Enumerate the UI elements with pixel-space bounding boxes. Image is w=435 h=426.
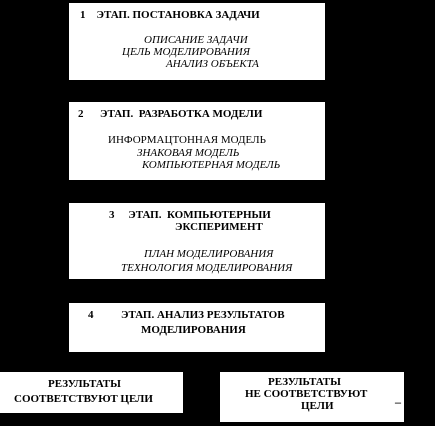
outcome-mismatch-line3: ЦЕЛИ [301, 400, 334, 412]
stage-4-heading-line1: 4 ЭТАП. АНАЛИЗ РЕЗУЛЬТАТОВ [88, 309, 285, 321]
outcome-mismatch-box [220, 372, 404, 422]
stage-3-item: ТЕХНОЛОГИЯ МОДЕЛИРОВАНИЯ [121, 262, 293, 274]
outcome-match-box [0, 372, 183, 413]
stage-3-heading-line2: ЭКСПЕРИМЕНТ [175, 221, 263, 233]
outcome-mismatch-line2: НЕ СООТВЕТСТВУЮТ [245, 388, 368, 400]
dash-mark: _ [395, 391, 401, 405]
stage-2-item: ЗНАКОВАЯ МОДЕЛЬ [137, 147, 240, 159]
stage-2-item: КОМПЬЮТЕРНАЯ МОДЕЛЬ [142, 159, 281, 171]
stage-3-item: ПЛАН МОДЕЛИРОВАНИЯ [144, 248, 274, 260]
stage-2-heading: 2 ЭТАП. РАЗРАБОТКА МОДЕЛИ [78, 108, 263, 120]
stage-3-heading-line1: 3 ЭТАП. КОМПЬЮТЕРНЫИ [109, 209, 271, 221]
stage-1-item: ЦЕЛЬ МОДЕЛИРОВАНИЯ [122, 46, 250, 58]
stage-3-box [69, 203, 325, 279]
outcome-mismatch-line1: РЕЗУЛЬТАТЫ [268, 376, 341, 388]
stage-1-item: АНАЛИЗ ОБЪЕКТА [166, 58, 259, 70]
stage-2-box [69, 102, 325, 180]
stage-1-box [69, 3, 325, 80]
outcome-match-line2: СООТВЕТСТВУЮТ ЦЕЛИ [14, 393, 153, 405]
stage-4-heading-line2: МОДЕЛИРОВАНИЯ [141, 324, 246, 336]
stage-2-item: ИНФОРМАЦТОННАЯ МОДЕЛЬ [108, 134, 266, 146]
stage-1-heading: 1 ЭТАП. ПОСТАНОВКА ЗАДАЧИ [80, 9, 260, 21]
stage-4-box [69, 303, 325, 352]
outcome-match-line1: РЕЗУЛЬТАТЫ [48, 378, 121, 390]
stage-1-item: ОПИСАНИЕ ЗАДАЧИ [144, 34, 248, 46]
